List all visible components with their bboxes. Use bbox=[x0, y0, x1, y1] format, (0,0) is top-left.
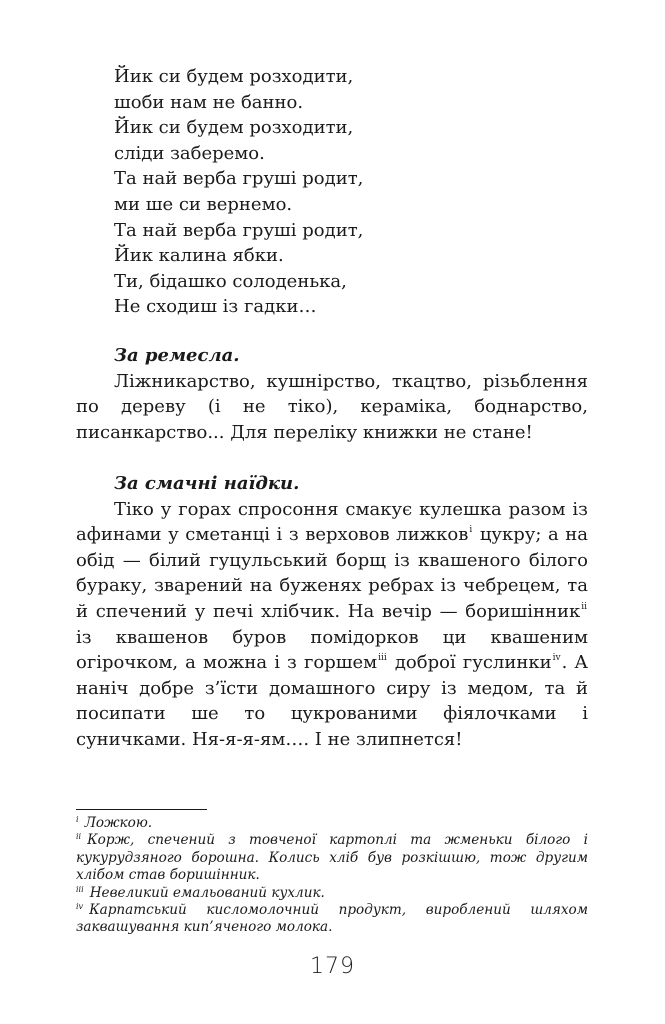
food-text-1: Тіко у горах спросоння смакує кулешка разом із афинами у сметанці і з верховов лижков bbox=[76, 498, 588, 546]
food-text-2: цукру; а на обід — білий гуцульський борщ із квашеного білого бураку, зварений на буженях ребрах із чебрецем, та й спечений у печі хлібчик. На вечір — боришінник bbox=[76, 524, 589, 622]
footnote-mark: iii bbox=[76, 884, 84, 894]
footnote-iii bbox=[76, 885, 588, 902]
footnote-ref-iii[interactable]: iii bbox=[378, 653, 387, 664]
footnote-ii bbox=[76, 832, 588, 884]
poem-line: Ти, бідашко солоденька, bbox=[114, 270, 347, 292]
poem-line: Йик калина ябки. bbox=[114, 245, 284, 267]
footnote-mark: ii bbox=[76, 832, 82, 842]
poem-line: Йик си будем розходити, bbox=[114, 117, 354, 139]
footnote-text: Карпатський кисломолочний продукт, вироблений шляхом заквашування кип’яченого молока. bbox=[76, 902, 588, 936]
food-heading: За смачні наїдки. bbox=[114, 473, 300, 494]
food-text-5: . А наніч добре з’їсти домашного сиру із медом, та й посипати ше то цукрованими фіялочками і суничками. Ня-я-я-ям…. І не злипнется! bbox=[76, 652, 588, 750]
food-text-3: із квашенов буров помідорков ци квашеним огірочком, а можна і з горшем bbox=[76, 626, 588, 674]
crafts-heading: За ремесла. bbox=[114, 345, 240, 366]
poem-line: ми ше си вернемо. bbox=[114, 193, 293, 215]
footnote-text: Корж, спечений з товченої картоплі та жменьки білого і кукурудзяного борошна. Колись хліб був розкішшю, тож другим хлібом став боришінник. bbox=[76, 832, 588, 884]
footnotes bbox=[76, 815, 588, 937]
poem-line: Не сходиш із гадки… bbox=[114, 296, 317, 318]
poem-line: Та най верба груші родит, bbox=[114, 168, 364, 190]
food-text-4: доброї гуслинки bbox=[387, 652, 552, 674]
footnote-text: Ложкою. bbox=[84, 815, 153, 831]
footnote-ref-ii[interactable]: ii bbox=[581, 601, 587, 612]
poem-line: шоби нам не банно. bbox=[114, 91, 304, 113]
page-number: 179 bbox=[310, 954, 355, 979]
footnote-mark: iv bbox=[76, 902, 84, 912]
poem-line: Йик си будем розходити, bbox=[114, 66, 354, 87]
footnote-mark: i bbox=[76, 815, 79, 824]
food-paragraph bbox=[76, 497, 588, 753]
food-section bbox=[76, 471, 588, 753]
crafts-paragraph: Ліжникарство, кушнірство, ткацтво, різьблення по дереву (і не тіко), кераміка, боднарство, писанкарство... Для переліку книжки не стане! bbox=[76, 370, 588, 443]
poem bbox=[114, 64, 363, 320]
footnote-text: Невеликий емальований кухлик. bbox=[89, 884, 325, 901]
footnote-i bbox=[76, 815, 588, 832]
footnote-ref-iv[interactable]: iv bbox=[552, 653, 561, 664]
footnote-divider bbox=[76, 809, 207, 810]
footnote-iv bbox=[76, 902, 588, 937]
crafts-section bbox=[76, 343, 588, 445]
poem-line: Та най верба груші родит, bbox=[114, 219, 364, 241]
footnote-ref-i[interactable]: i bbox=[469, 525, 473, 536]
poem-line: сліди заберемо. bbox=[114, 142, 265, 164]
